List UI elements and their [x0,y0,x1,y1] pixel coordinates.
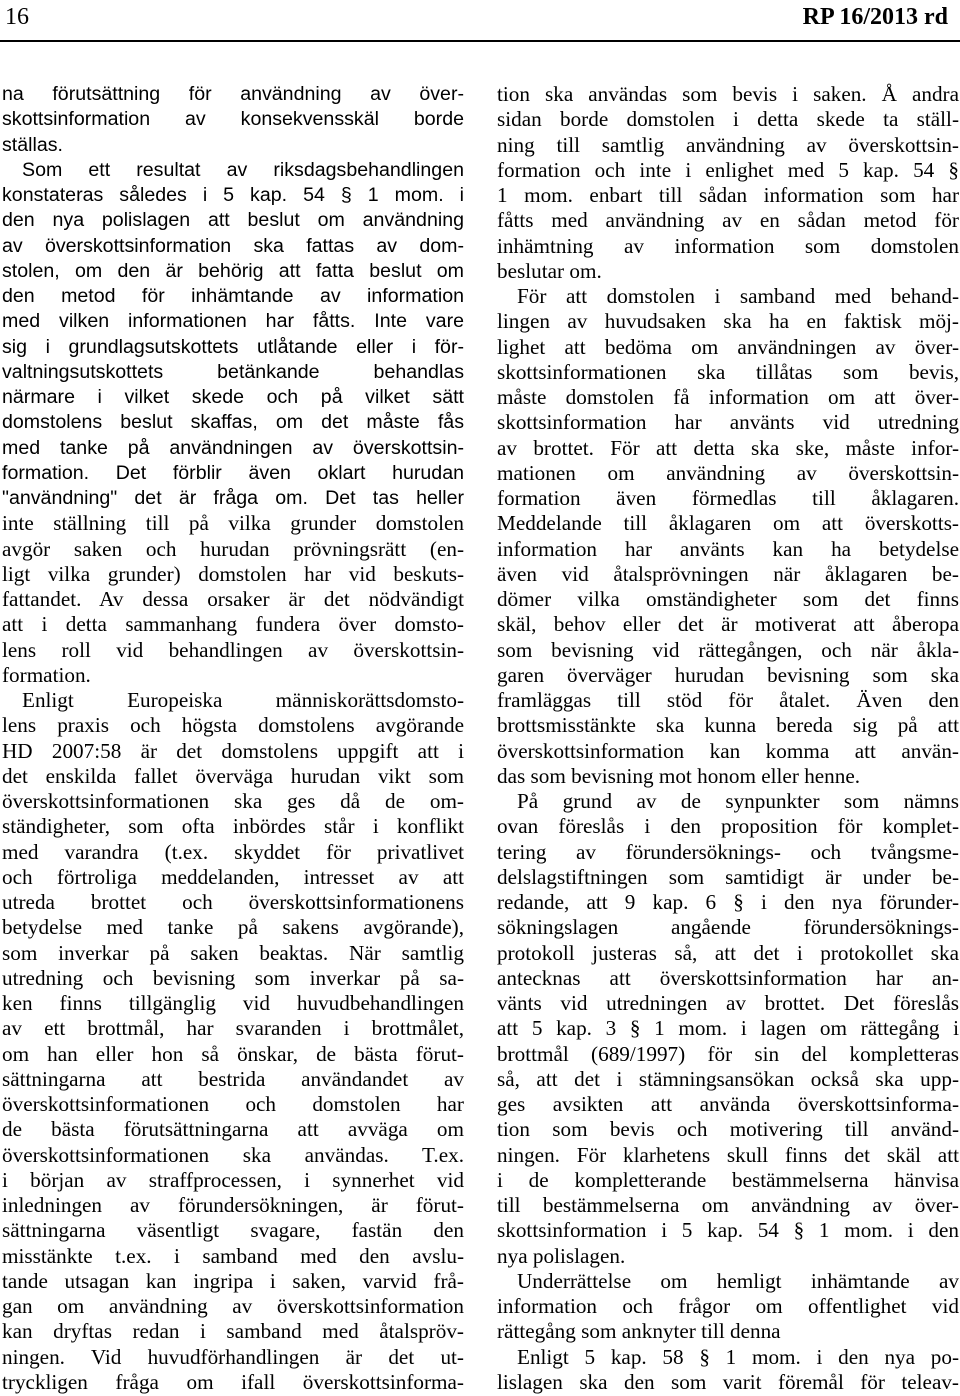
text-line: att 5 kap. 3 § 1 mom. i lagen om rättegång i [497,1016,959,1041]
page-number: 16 [5,4,29,30]
left-column [2,82,464,1395]
text-line: skottsinformation av konsekvensskäl borde [2,108,464,131]
text-line: das som bevisning mot honom eller henne. [497,763,861,788]
text-line: na förutsättning för användning av över- [2,83,464,105]
text-line: konstateras således i 5 kap. 54 § 1 mom. i [2,184,464,206]
text-line: med varandra (t.ex. skyddet för privatlivet [2,839,464,864]
text-line: skäl, behov eller det är motiverat att åberopa [497,612,959,637]
text-line: misstänkte t.ex. i samband med den avslu- [2,1243,464,1268]
text-line: avgör saken och hurudan prövningsrätt (en- [2,536,464,561]
text-line: brottsmisstänkte ska kunna bereda sig på att [497,713,959,738]
page-header [0,0,960,44]
text-line: Meddelande till åklagaren om att överskotts- [497,511,959,536]
text-line: formation. [2,662,91,687]
text-line: ligt vilka grunder) domstolen har vid beskuts- [2,561,464,586]
text-line: domstolens beslut skaffas, om det måste fås [2,411,464,434]
text-line: För att domstolen i samband med behand- [517,284,959,308]
text-line: Enligt Europeiska människorättsdomsto- [22,688,464,712]
text-line: lens roll vid behandlingen av överskottsin- [2,637,464,662]
text-line: Som ett resultat av riksdagsbehandlingen [22,158,464,181]
text-line: ningen. För klarhetens skull finns det skäl att [497,1142,959,1167]
text-line: formation. Det förblir även oklart hurudan [2,461,464,484]
text-line: lens praxis och högsta domstolens avgörande [2,713,464,738]
text-line: och förtroliga meddelanden, intresset av att [2,864,464,889]
text-line: stolen, om den är behörig att fatta beslut om [2,259,464,282]
text-line: redande, att 9 kap. 6 § i den nya förunder- [497,890,959,914]
text-line: skottsinformation har använts vid utredning [497,410,959,435]
text-line: inte ställning till på vilka grunder domstolen [2,511,464,536]
text-line: ges avsikten att använda överskottsinforma- [497,1092,959,1116]
text-line: kan dryftas redan i samband med åtalspröv- [2,1319,464,1344]
text-line: närmare i vilket skede och på vilket sätt [2,386,464,408]
right-column [497,82,959,1395]
text-line: mationen om användning av överskottsin- [497,460,959,485]
text-line: lislagen ska den som varit föremål för teleav- [497,1369,959,1394]
text-line: att i detta sammanhang fundera över domsto- [2,612,464,637]
text-line: beslutar om. [497,258,602,283]
text-line: av överskottsinformation ska fattas av dom- [2,234,464,257]
text-line: vänts vid utredningen av brottet. Det föreslås [497,991,959,1015]
text-line: överskottsinformation kan komma att använ- [497,738,959,763]
text-line: delslagstiftningen som samtidigt är under be- [497,864,959,889]
text-line: Underrättelse om hemligt inhämtande av [517,1268,959,1293]
text-line: sidan borde domstolen i detta skede ta ställ- [497,107,959,132]
text-line: i de kompletterande bestämmelserna hänvisa [497,1167,959,1192]
text-line: dömer vilka omständigheter som det finns [497,587,959,611]
text-line: överskottsinformationen ska ges då de om- [2,789,464,813]
text-line: ningen. Vid huvudförhandlingen är det ut- [2,1344,464,1369]
text-line: ken finns tillgänglig vid huvudbehandlingen [2,991,464,1015]
text-line: av brottet. För att detta ska ske, måste infor- [497,435,959,460]
text-line: den nya polislagen att beslut om användning [2,209,464,232]
text-line: ning till samtlig användning av överskottsin- [497,132,959,157]
text-line: lingen av huvudsaken ska ha en faktisk möj- [497,309,959,334]
text-line: information och frågor om offentlighet vid [497,1294,959,1318]
text-line: 1 mom. enbart till sådan information som har [497,183,959,207]
text-line: om han eller hon så önskar, de bästa förut- [2,1041,464,1066]
text-line: valtningsutskottets betänkande behandlas [2,360,464,383]
text-line: fattandet. Av dessa orsaker är det nödvändigt [2,587,464,611]
text-line: inledningen av förundersökningen, är förut- [2,1193,464,1217]
text-line: till bestämmelserna om användning av över- [497,1193,959,1217]
text-line: På grund av de synpunkter som nämns [517,789,959,813]
text-line: "användning" det är fråga om. Det tas heller [2,487,464,509]
text-line: även vid åtalsprövningen när åklagaren be- [497,561,959,586]
text-line: antecknas att överskottsinformation har an- [497,965,959,990]
text-line: formation och inte i enlighet med 5 kap. 54 § [497,157,959,182]
text-line: utredning och bevisning som inverkar på sa- [2,965,464,990]
text-line: måste domstolen få information om att över- [497,385,959,409]
text-line: sig i grundlagsutskottets utlåtande eller i för- [2,335,464,358]
text-line: utreda brottet och överskottsinformationens [2,890,464,914]
text-line: tion ska användas som bevis i saken. Å andra [497,82,959,106]
header-divider [0,40,960,42]
text-line: garen överväger hurudan bevisning som ska [497,662,959,687]
text-line: som bevisning vid rättegången, och när åkla- [497,637,959,662]
text-line: ovan föreslås i den proposition för komplet- [497,814,959,839]
text-line: tion som bevis och motivering till använd- [497,1117,959,1142]
text-line: i början av straffprocessen, i synnerhet vid [2,1167,464,1192]
text-line: inhämtning av information som domstolen [497,233,959,258]
text-line: den metod för inhämtande av information [2,285,464,307]
text-line: gan om användning av överskottsinformation [2,1294,464,1318]
text-line: framläggas till stöd för åtalet. Även den [497,688,959,712]
text-line: sättningarna väsentligt svagare, fastän den [2,1218,464,1243]
text-line: sättningarna att bestrida användandet av [2,1066,464,1091]
text-line: sökningslagen angående förundersöknings- [497,915,959,940]
text-line: med vilken informationen har fåtts. Inte vare [2,310,464,333]
document-id: RP 16/2013 rd [802,4,948,30]
text-line: skottsinformation i 5 kap. 54 § 1 mom. i den [497,1218,959,1243]
text-line: tande utsagan kan ingripa i saken, varvid frå- [2,1268,464,1293]
text-line: skottsinformationen ska tillåtas som bevis, [497,359,959,384]
text-line: ställas. [2,133,63,156]
text-line: tering av förundersöknings- och tvångsme- [497,839,959,864]
text-line: HD 2007:58 är det domstolens uppgift att i [2,738,464,763]
text-line: överskottsinformationen ska användas. T.ex. [2,1142,464,1167]
text-line: tryckligen fråga om ifall överskottsinforma- [2,1369,464,1394]
text-line: de bästa förutsättningarna att avväga om [2,1117,464,1142]
text-line: brottmål (689/1997) för sin del kompletteras [497,1041,959,1066]
text-line: information har använts kan ha betydelse [497,536,959,561]
text-line: rättegång som anknyter till denna [497,1319,781,1344]
text-line: protokoll justeras så, att det i protokollet ska [497,940,959,965]
text-line: av ett brottmål, har svaranden i brottmålet, [2,1016,464,1041]
text-line: nya polislagen. [497,1243,626,1268]
text-line: Enligt 5 kap. 58 § 1 mom. i den nya po- [517,1344,959,1369]
text-line: det enskilda fallet överväga hurudan vikt som [2,763,464,788]
text-line: så, att det i stämningsansökan också ska upp- [497,1066,959,1091]
text-line: betydelse med tanke på sakens avgörande), [2,915,464,940]
text-line: formation även förmedlas till åklagaren. [497,486,959,510]
text-line: med tanke på användningen av överskottsin- [2,436,464,459]
text-line: som inverkar på saken beaktas. När samtlig [2,940,464,965]
text-line: överskottsinformationen och domstolen har [2,1092,464,1116]
text-line: lighet att bedöma om användningen av över- [497,334,959,359]
text-line: fåtts med användning av en sådan metod för [497,208,959,233]
text-line: ständigheter, som ofta inbördes står i konflikt [2,814,464,839]
